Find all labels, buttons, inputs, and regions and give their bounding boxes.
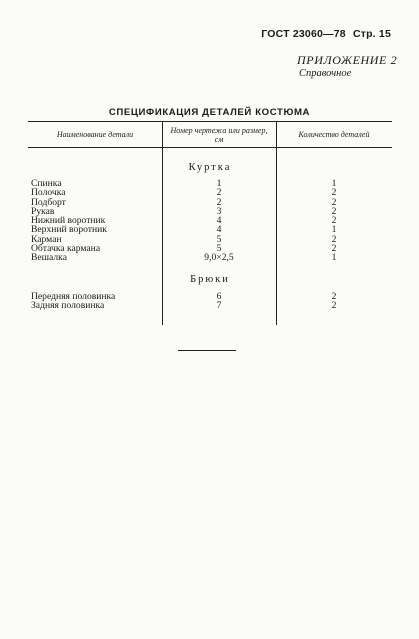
- col-header-name: Наименование детали: [56, 130, 134, 139]
- section-heading: Куртка: [188, 162, 232, 173]
- footer-rule: [178, 350, 236, 351]
- part-ref: 5: [216, 243, 222, 255]
- part-qty: 1: [331, 224, 337, 236]
- part-name: Карман: [31, 233, 62, 245]
- part-qty: 2: [331, 187, 337, 199]
- part-name: Обтачка кармана: [31, 243, 101, 255]
- part-name: Вешалка: [31, 252, 67, 264]
- part-ref: 7: [216, 300, 222, 312]
- appendix-note: Справочное: [299, 68, 352, 79]
- section-rows: [28, 292, 392, 311]
- table-row: [28, 253, 392, 262]
- page-header: [257, 28, 391, 40]
- table-row: [28, 198, 392, 207]
- part-qty: 2: [331, 291, 337, 302]
- part-ref: 2: [216, 196, 222, 208]
- table-row: [28, 188, 392, 197]
- col-header-ref: Номер чертежа или размер, см: [170, 126, 268, 144]
- part-name: Подборт: [31, 196, 66, 208]
- part-name: Верхний воротник: [31, 224, 107, 236]
- section-rows: [28, 179, 392, 263]
- table-row: [28, 225, 392, 234]
- part-ref: 6: [216, 291, 222, 302]
- part-qty: 2: [331, 233, 337, 245]
- table-row: [28, 301, 392, 310]
- part-ref: 5: [216, 233, 222, 245]
- part-qty: 1: [331, 252, 337, 264]
- part-ref: 4: [216, 224, 222, 236]
- part-ref: 3: [216, 205, 222, 217]
- part-ref: 2: [216, 187, 222, 199]
- part-ref: 9,0×2,5: [204, 252, 234, 264]
- page-number: Стр. 15: [352, 28, 391, 40]
- part-ref: 1: [216, 178, 222, 189]
- spec-title: СПЕЦИФИКАЦИЯ ДЕТАЛЕЙ КОСТЮМА: [108, 107, 311, 118]
- appendix-title: ПРИЛОЖЕНИЕ 2: [297, 53, 398, 67]
- part-qty: 2: [331, 196, 337, 208]
- table-row: [28, 179, 392, 188]
- part-name: Нижний воротник: [31, 215, 106, 227]
- part-qty: 2: [331, 205, 337, 217]
- part-qty: 1: [331, 178, 337, 189]
- part-name: Полочка: [31, 187, 66, 199]
- part-name: Передняя половинка: [31, 291, 116, 302]
- col-header-qty: Количество деталей: [298, 130, 370, 139]
- part-name: Задняя половинка: [31, 300, 105, 312]
- spec-table: [28, 121, 392, 325]
- part-name: Рукав: [31, 205, 55, 217]
- part-qty: 2: [331, 300, 337, 312]
- part-name: Спинка: [31, 178, 62, 189]
- standard-number: ГОСТ 23060—78: [261, 28, 346, 40]
- part-qty: 2: [331, 243, 337, 255]
- table-top-rule: [28, 121, 392, 122]
- part-qty: 2: [331, 215, 337, 227]
- part-ref: 4: [216, 215, 222, 227]
- table-header-rule: [28, 147, 392, 148]
- section-heading: Брюки: [190, 274, 230, 285]
